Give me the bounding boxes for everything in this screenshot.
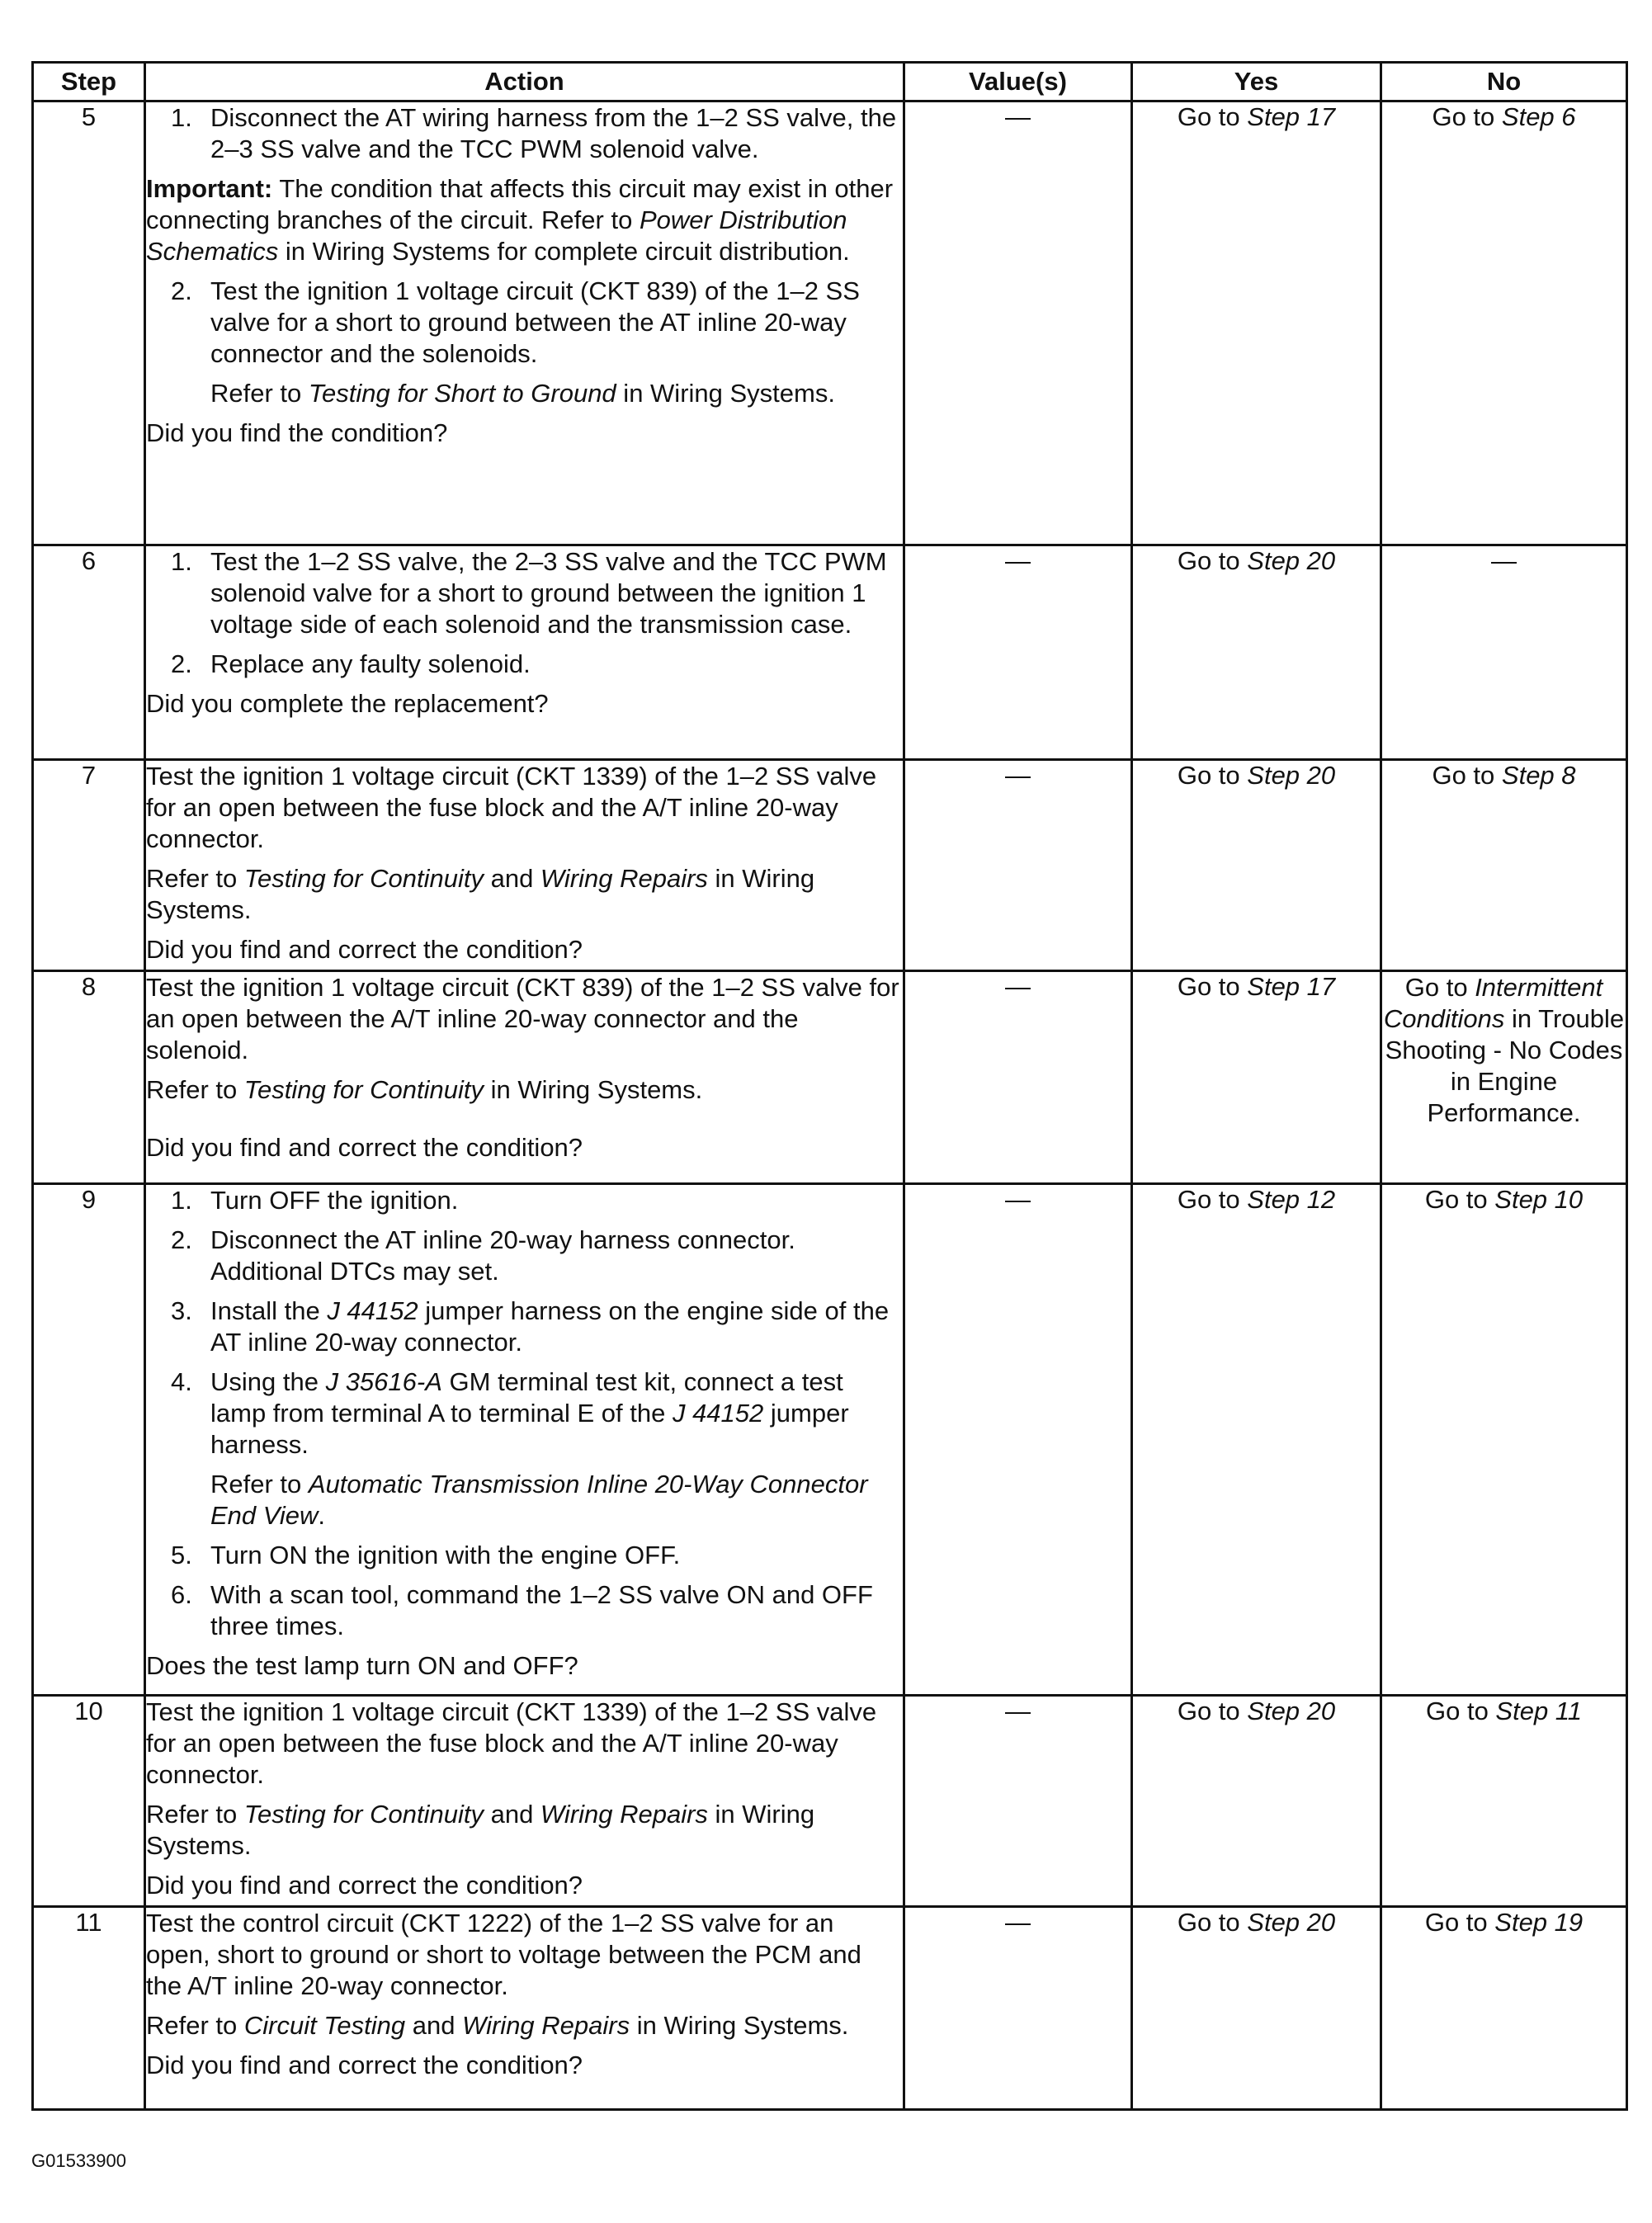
ref-text: Refer to (146, 1075, 244, 1104)
action-text: Test the control circuit (CKT 1222) of the 1–2 SS valve for an open, short to ground or short to voltage between the PCM and the A/T inline 20-way connector. (146, 1909, 861, 2000)
reference-note (146, 1469, 903, 1532)
item-number: 2. (171, 649, 192, 678)
ref-text: and (405, 2011, 463, 2040)
ref-text: in Wiring Systems. (483, 1075, 703, 1104)
reference-note (146, 378, 903, 409)
item-text: Replace any faulty solenoid. (210, 649, 531, 678)
ref-text: Refer to (210, 1470, 309, 1499)
step-question: Did you find and correct the condition? (146, 2051, 583, 2079)
item-number: 3. (171, 1296, 192, 1325)
yes-step-ref: Step 20 (1247, 546, 1336, 575)
action-cell (145, 1907, 904, 2110)
action-text: Test the ignition 1 voltage circuit (CKT 1339) of the 1–2 SS valve for an open between the fuse block and the A/T inline 20-way connector. (146, 1697, 877, 1789)
step-number: 9 (33, 1184, 145, 1696)
no-step-ref: Step 19 (1494, 1908, 1584, 1937)
header-yes: Yes (1132, 63, 1381, 101)
important-note (146, 173, 903, 267)
action-item (146, 649, 903, 680)
value-cell: — (904, 1907, 1132, 2110)
ref-text: Refer to (146, 864, 244, 893)
action-cell (145, 1184, 904, 1696)
yes-text: Go to (1177, 761, 1248, 790)
item-number: 1. (171, 103, 192, 132)
step-number: 6 (33, 545, 145, 760)
table-row (33, 545, 1627, 760)
value-cell: — (904, 760, 1132, 971)
value-cell: — (904, 101, 1132, 545)
action-text: Test the ignition 1 voltage circuit (CKT 1339) of the 1–2 SS valve for an open between the fuse block and the A/T inline 20-way connector. (146, 762, 877, 853)
note-text: in Wiring Systems for complete circuit distribution. (278, 237, 850, 266)
yes-cell (1132, 1184, 1381, 1696)
item-text: Turn ON the ignition with the engine OFF. (210, 1541, 681, 1569)
header-no: No (1381, 63, 1627, 101)
no-step-ref: Step 10 (1494, 1185, 1584, 1214)
table-row (33, 101, 1627, 545)
action-item (146, 276, 903, 370)
action-item (146, 102, 903, 165)
item-text-part: Using the (210, 1367, 326, 1396)
no-cell (1381, 1907, 1627, 2110)
action-cell (145, 760, 904, 971)
step-question: Does the test lamp turn ON and OFF? (146, 1651, 578, 1680)
header-action: Action (145, 63, 904, 101)
yes-cell (1132, 545, 1381, 760)
no-text: Go to (1432, 102, 1502, 131)
table-header-row (33, 63, 1627, 101)
yes-text: Go to (1177, 102, 1248, 131)
no-text: in Trouble Shooting - No Codes in Engine Performance. (1385, 1004, 1625, 1127)
step-question: Did you find and correct the condition? (146, 1133, 583, 1162)
no-reference: Intermittent Conditions (1383, 973, 1603, 1033)
ref-link-text: Testing for Short to Ground (308, 379, 616, 408)
item-number: 5. (171, 1541, 192, 1569)
item-text-part: jumper harness. (210, 1399, 849, 1459)
yes-cell (1132, 971, 1381, 1184)
yes-text: Go to (1177, 546, 1248, 575)
item-text: Disconnect the AT wiring harness from the 1–2 SS valve, the 2–3 SS valve and the TCC PWM solenoid valve. (210, 103, 897, 163)
item-text: With a scan tool, command the 1–2 SS valve ON and OFF three times. (210, 1580, 873, 1640)
item-number: 1. (171, 1186, 192, 1215)
table-row (33, 1907, 1627, 2110)
action-item (146, 1225, 903, 1287)
reference-note (146, 2010, 903, 2041)
value-cell: — (904, 1184, 1132, 1696)
step-question: Did you find and correct the condition? (146, 935, 583, 964)
no-step-ref: Step 11 (1495, 1697, 1582, 1725)
item-number: 1. (171, 547, 192, 576)
yes-step-ref: Step 12 (1247, 1185, 1336, 1214)
yes-text: Go to (1177, 1908, 1248, 1937)
action-item (146, 1366, 903, 1461)
action-item (146, 546, 903, 640)
item-text-part: GM terminal test kit, connect a test lamp from terminal A to terminal E of the (210, 1367, 843, 1428)
action-item (146, 1296, 903, 1358)
item-number: 2. (171, 1225, 192, 1254)
yes-cell (1132, 760, 1381, 971)
no-step-ref: Step 6 (1501, 102, 1576, 131)
note-text: The condition that affects this circuit may exist in other connecting branches of the circuit. Refer to (146, 174, 894, 234)
action-cell (145, 101, 904, 545)
header-values: Value(s) (904, 63, 1132, 101)
yes-step-ref: Step 20 (1247, 1697, 1336, 1725)
note-reference: Power Distribution Schematics (146, 205, 847, 266)
step-question: Did you complete the replacement? (146, 689, 549, 718)
no-text: Go to (1424, 1185, 1495, 1214)
action-cell (145, 545, 904, 760)
reference-note (146, 1074, 903, 1106)
action-item (146, 1579, 903, 1642)
yes-step-ref: Step 17 (1247, 102, 1336, 131)
ref-link-text: Testing for Continuity (243, 1800, 484, 1829)
item-number: 6. (171, 1580, 192, 1609)
tool-reference: J 44152 (327, 1296, 418, 1325)
table-row (33, 971, 1627, 1184)
table-row (33, 1696, 1627, 1907)
item-text-part: jumper harness on the engine side of the AT inline 20-way connector. (210, 1296, 890, 1357)
important-label: Important: (146, 174, 273, 203)
diagnostic-table (31, 61, 1628, 2111)
spacer (146, 1114, 903, 1132)
item-text: Disconnect the AT inline 20-way harness connector. Additional DTCs may set. (210, 1225, 795, 1286)
ref-text: . (318, 1501, 326, 1530)
no-text: Go to (1432, 761, 1502, 790)
item-text: Turn OFF the ignition. (210, 1186, 459, 1215)
item-number: 2. (171, 276, 192, 305)
table-row (33, 760, 1627, 971)
no-text: Go to (1425, 1697, 1496, 1725)
reference-note (146, 863, 903, 926)
no-text: Go to (1424, 1908, 1495, 1937)
ref-link-text: Circuit Testing (243, 2011, 406, 2040)
yes-cell (1132, 1907, 1381, 2110)
ref-link-text: Wiring Repairs (462, 2011, 630, 2040)
no-cell (1381, 1184, 1627, 1696)
yes-cell (1132, 1696, 1381, 1907)
yes-step-ref: Step 20 (1247, 761, 1336, 790)
item-text (210, 1366, 903, 1461)
action-item (146, 1540, 903, 1571)
ref-link-text: Testing for Continuity (243, 864, 484, 893)
action-cell (145, 1696, 904, 1907)
no-cell (1381, 971, 1627, 1184)
ref-text: in Wiring Systems. (146, 864, 815, 924)
step-question: Did you find and correct the condition? (146, 1871, 583, 1900)
yes-text: Go to (1177, 1185, 1248, 1214)
no-cell: — (1381, 545, 1627, 760)
step-number: 8 (33, 971, 145, 1184)
header-step: Step (33, 63, 145, 101)
yes-cell (1132, 101, 1381, 545)
figure-id: G01533900 (31, 2150, 126, 2171)
value-cell: — (904, 971, 1132, 1184)
yes-text: Go to (1177, 972, 1248, 1001)
step-question: Did you find the condition? (146, 418, 448, 447)
yes-step-ref: Step 17 (1247, 972, 1336, 1001)
reference-note (146, 1799, 903, 1862)
ref-text: in Wiring Systems. (616, 379, 835, 408)
ref-text: in Wiring Systems. (630, 2011, 849, 2040)
ref-link-text: Wiring Repairs (540, 1800, 708, 1829)
step-number: 11 (33, 1907, 145, 2110)
yes-text: Go to (1177, 1697, 1248, 1725)
ref-text: Refer to (146, 2011, 244, 2040)
item-number: 4. (171, 1367, 192, 1396)
no-cell (1381, 101, 1627, 545)
ref-link-text: Testing for Continuity (243, 1075, 484, 1104)
item-text (210, 1296, 903, 1358)
item-text: Test the ignition 1 voltage circuit (CKT 839) of the 1–2 SS valve for a short to ground between the AT inline 20-way connector and the solenoids. (210, 276, 860, 368)
item-text-part: Install the (210, 1296, 328, 1325)
step-number: 5 (33, 101, 145, 545)
ref-text: and (483, 1800, 540, 1829)
ref-text: and (483, 864, 540, 893)
ref-text: Refer to (146, 1800, 244, 1829)
tool-reference: J 35616-A (325, 1367, 442, 1396)
step-number: 7 (33, 760, 145, 971)
no-cell (1381, 760, 1627, 971)
step-number: 10 (33, 1696, 145, 1907)
ref-link-text: Automatic Transmission Inline 20-Way Connector End View (210, 1470, 868, 1530)
value-cell: — (904, 545, 1132, 760)
table-row (33, 1184, 1627, 1696)
no-step-ref: Step 8 (1501, 761, 1576, 790)
action-text: Test the ignition 1 voltage circuit (CKT 839) of the 1–2 SS valve for an open between the A/T inline 20-way connector and the solenoid. (146, 973, 899, 1064)
item-text: Test the 1–2 SS valve, the 2–3 SS valve and the TCC PWM solenoid valve for a short to ground between the ignition 1 voltage side of each solenoid and the transmission case. (210, 547, 887, 639)
no-text: Go to (1404, 973, 1475, 1002)
action-item (146, 1185, 903, 1216)
tool-reference: J 44152 (672, 1399, 764, 1428)
action-cell (145, 971, 904, 1184)
ref-text: Refer to (210, 379, 309, 408)
value-cell: — (904, 1696, 1132, 1907)
no-cell (1381, 1696, 1627, 1907)
ref-text: in Wiring Systems. (146, 1800, 815, 1860)
yes-step-ref: Step 20 (1247, 1908, 1336, 1937)
ref-link-text: Wiring Repairs (540, 864, 708, 893)
